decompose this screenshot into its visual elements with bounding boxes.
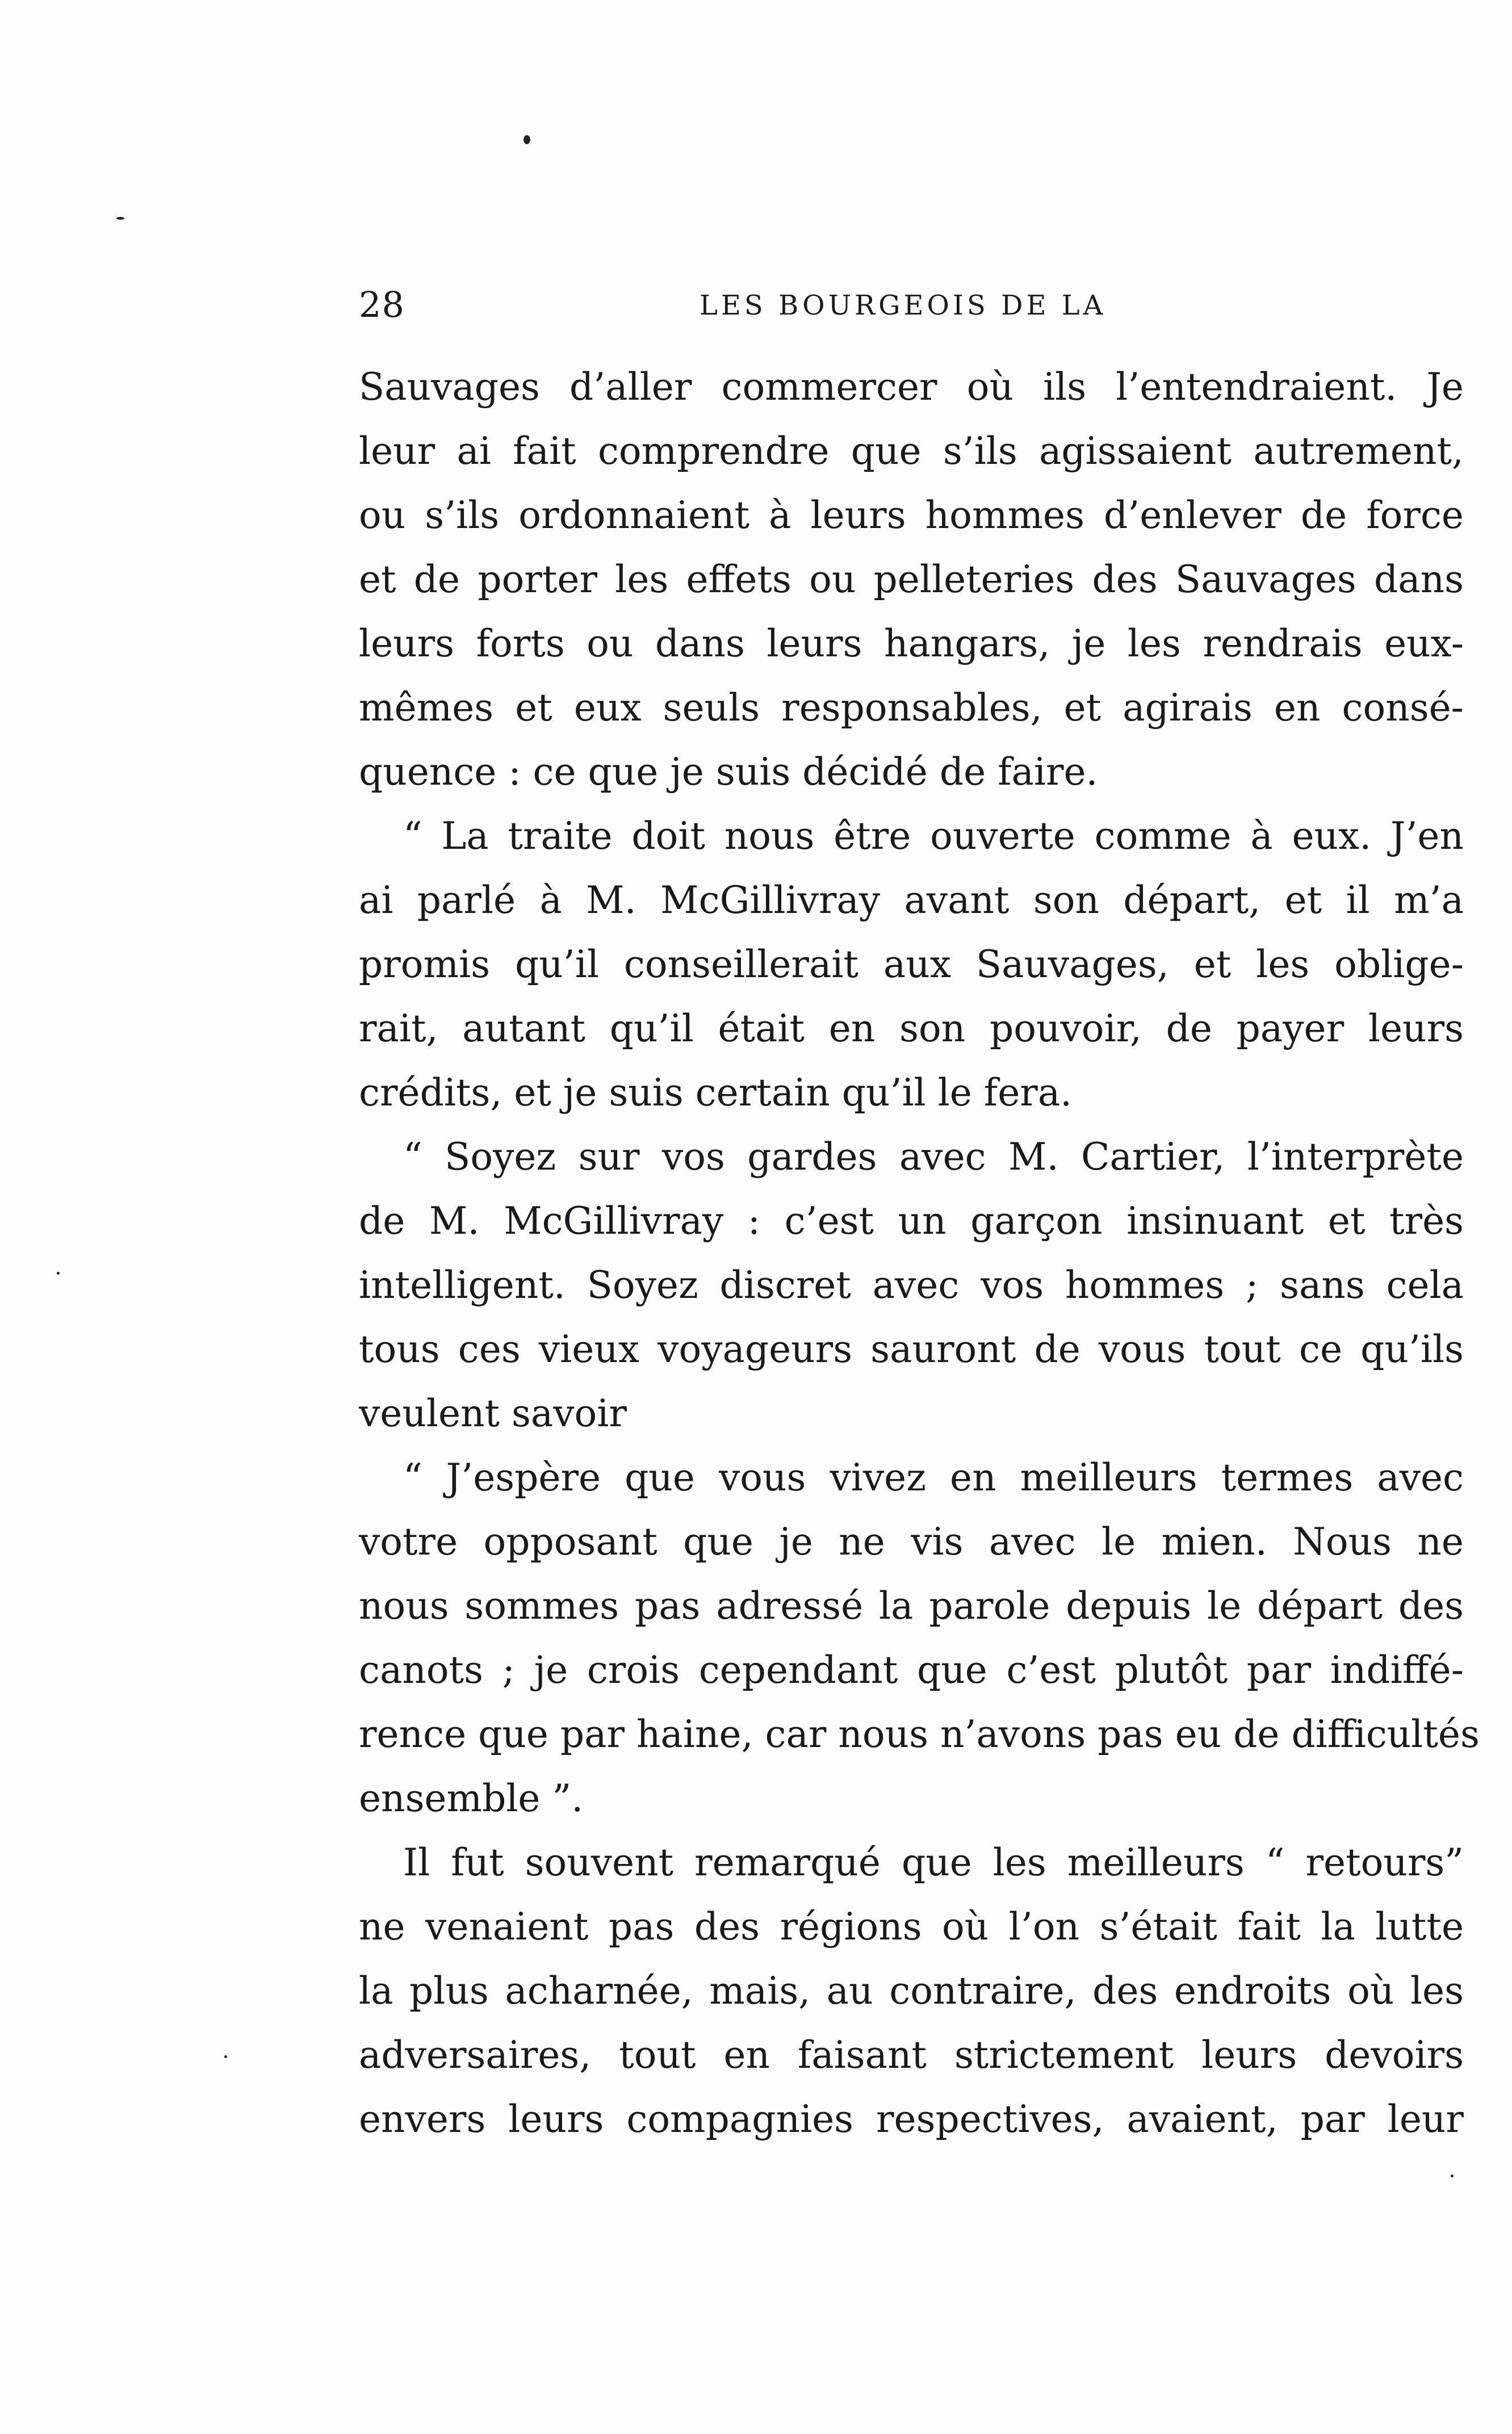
running-title: LES BOURGEOIS DE LA <box>700 290 1107 321</box>
text-line: nous sommes pas adressé la parole depuis le départ des <box>359 1584 1464 1628</box>
text-line: votre opposant que je ne vis avec le mien. Nous ne <box>359 1520 1464 1564</box>
text-line: et de porter les effets ou pelleteries des Sauvages dans <box>359 558 1464 601</box>
text-line: envers leurs compagnies respectives, avaient, par leur <box>359 2097 1464 2141</box>
text-line: ai parlé à M. McGillivray avant son départ, et il m’a <box>359 878 1464 922</box>
text-line: ne venaient pas des régions où l’on s’était fait la lutte <box>359 1905 1464 1949</box>
text-line: veulent savoir <box>359 1392 627 1435</box>
text-line: crédits, et je suis certain qu’il le fera. <box>359 1071 1073 1115</box>
print-speck <box>116 217 124 220</box>
print-speck <box>57 1272 60 1275</box>
text-line: leurs forts ou dans leurs hangars, je les rendrais eux- <box>359 622 1464 665</box>
text-line: “ La traite doit nous être ouverte comme à eux. J’en <box>403 814 1464 858</box>
text-line: Il fut souvent remarqué que les meilleurs “ retours” <box>403 1841 1464 1884</box>
text-line: mêmes et eux seuls responsables, et agirais en consé- <box>359 686 1464 730</box>
text-line: “ J’espère que vous vivez en meilleurs termes avec <box>403 1456 1464 1499</box>
text-line: la plus acharnée, mais, au contraire, des endroits où les <box>359 1969 1464 2013</box>
text-line: ou s’ils ordonnaient à leurs hommes d’enlever de force <box>359 493 1464 537</box>
print-speck <box>1451 2175 1454 2177</box>
print-speck <box>224 2055 227 2058</box>
text-line: intelligent. Soyez discret avec vos hommes ; sans cela <box>359 1263 1464 1307</box>
page-number: 28 <box>359 284 405 325</box>
text-line: leur ai fait comprendre que s’ils agissaient autrement, <box>359 429 1464 473</box>
page-header <box>359 284 1466 329</box>
text-line: promis qu’il conseillerait aux Sauvages, et les oblige- <box>359 942 1464 986</box>
text-line: Sauvages d’aller commercer où ils l’entendraient. Je <box>359 365 1464 409</box>
text-line: rence que par haine, car nous n’avons pas eu de difficultés <box>359 1712 1480 1756</box>
text-line: “ Soyez sur vos gardes avec M. Cartier, l’interprète <box>403 1135 1464 1179</box>
text-line: quence : ce que je suis décidé de faire. <box>359 750 1098 794</box>
text-line: adversaires, tout en faisant strictement leurs devoirs <box>359 2033 1464 2077</box>
body-text <box>359 355 1480 2151</box>
text-line: canots ; je crois cependant que c’est plutôt par indiffé- <box>359 1648 1464 1692</box>
text-line: tous ces vieux voyageurs sauront de vous tout ce qu’ils <box>359 1327 1464 1371</box>
text-line: rait, autant qu’il était en son pouvoir, de payer leurs <box>359 1007 1464 1050</box>
print-speck <box>523 135 530 144</box>
text-line: de M. McGillivray : c’est un garçon insinuant et très <box>359 1199 1464 1243</box>
text-line: ensemble ”. <box>359 1777 584 1820</box>
